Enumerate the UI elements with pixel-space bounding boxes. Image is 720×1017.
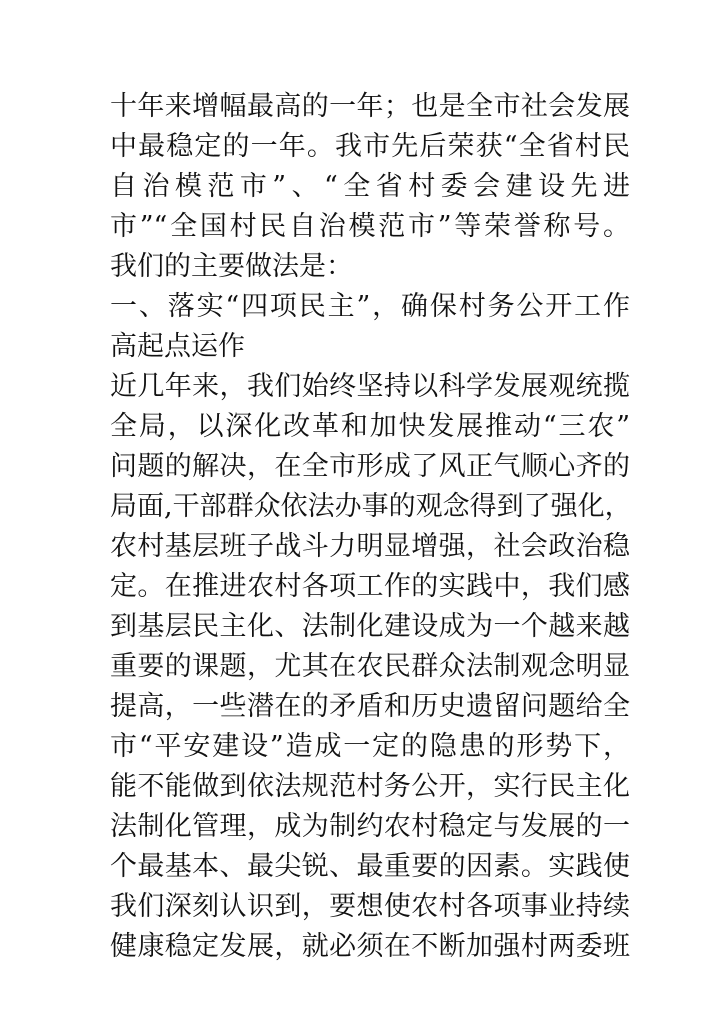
text-line: 近几年来，我们始终坚持以科学发展观统揽 [110,371,630,402]
section-heading-line: 一、落实“四项民主”，确保村务公开工作 [110,291,630,322]
text-line: 自治模范市”、“全省村委会建设先进 [110,171,630,202]
text-line: 市”“全国村民自治模范市”等荣誉称号。 [110,211,630,242]
text-line: 农村基层班子战斗力明显增强，社会政治稳 [110,531,630,562]
text-line: 定。在推进农村各项工作的实践中，我们感 [110,571,630,602]
section-heading-line: 高起点运作 [110,331,245,362]
text-line: 我们的主要做法是： [110,251,353,282]
text-line: 法制化管理，成为制约农村稳定与发展的一 [110,811,630,842]
text-line: 重要的课题，尤其在农民群众法制观念明显 [110,651,630,682]
body-text [110,87,630,967]
text-line: 全局，以深化改革和加快发展推动“三农” [110,411,630,442]
text-line: 市“平安建设”造成一定的隐患的形势下， [110,731,630,762]
text-line: 我们深刻认识到，要想使农村各项事业持续 [110,891,630,922]
text-line: 提高，一些潜在的矛盾和历史遗留问题给全 [110,691,630,722]
text-line: 个最基本、最尖锐、最重要的因素。实践使 [110,851,630,882]
text-line: 到基层民主化、法制化建设成为一个越来越 [110,611,630,642]
text-line: 局面,干部群众依法办事的观念得到了强化， [110,491,632,522]
text-line: 能不能做到依法规范村务公开，实行民主化 [110,771,630,802]
text-line: 十年来增幅最高的一年；也是全市社会发展 [110,91,630,122]
text-line: 健康稳定发展，就必须在不断加强村两委班 [110,931,630,962]
text-line: 中最稳定的一年。我市先后荣获“全省村民 [110,131,630,162]
text-line: 问题的解决，在全市形成了风正气顺心齐的 [110,451,630,482]
